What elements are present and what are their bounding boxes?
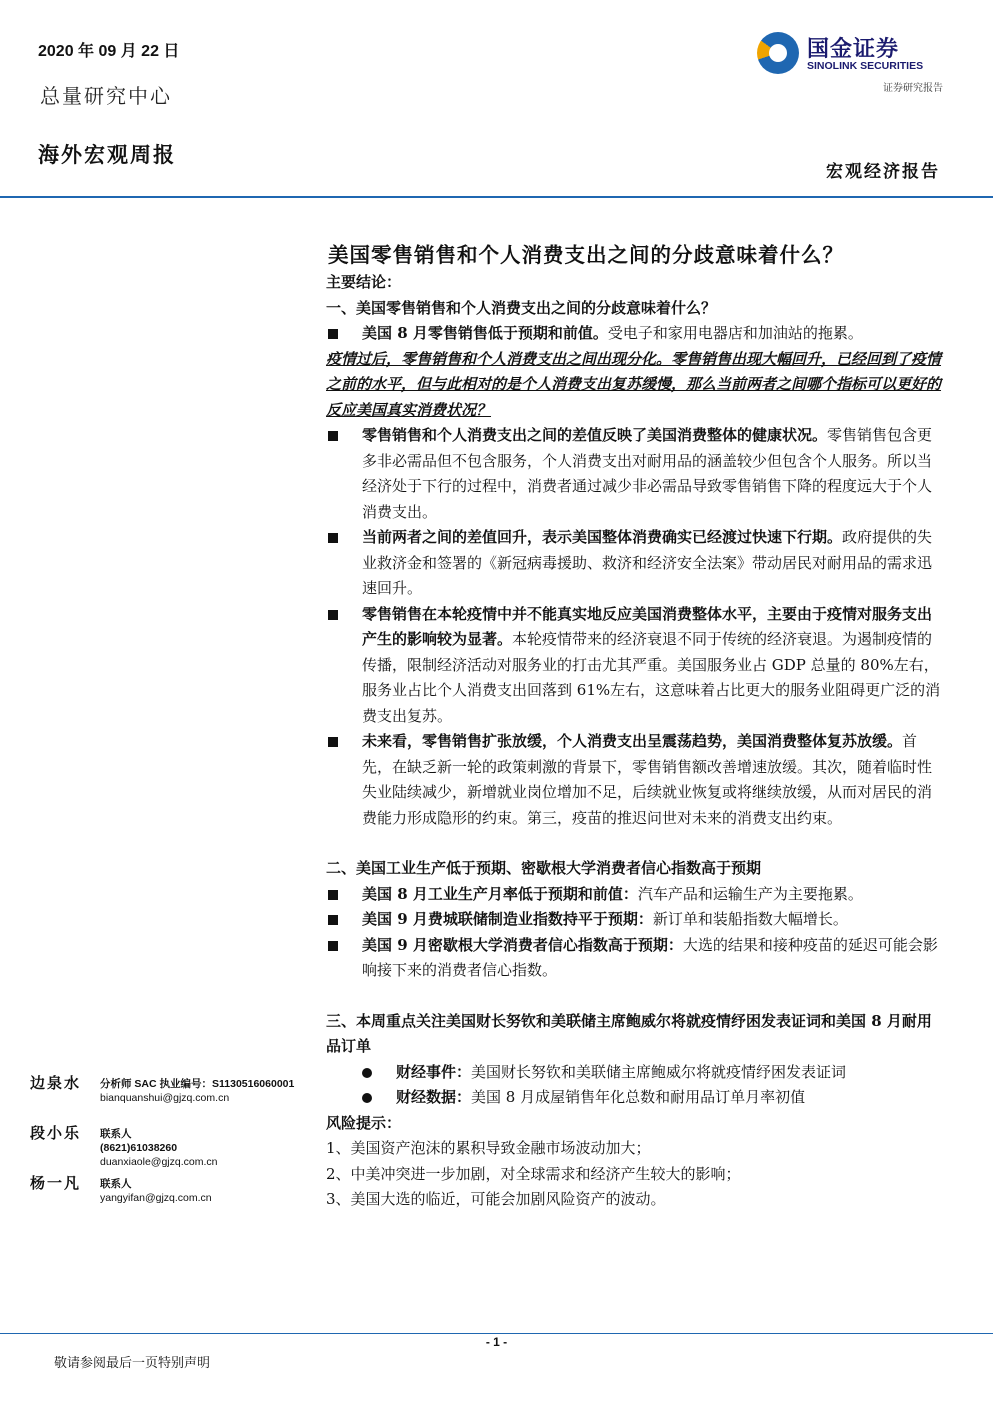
list-item [326,423,946,525]
author-email: yangyifan@gjzq.com.cn [100,1192,212,1204]
square-bullet-icon [328,941,338,951]
section-2-heading: 二、美国工业生产低于预期、密歇根大学消费者信心指数高于预期 [326,859,762,877]
author-info [100,1077,294,1105]
list-item [326,907,946,933]
author-name: 边泉水 [30,1074,82,1092]
list-item [326,1085,946,1111]
main-conclusions-label: 主要结论： [326,273,402,291]
square-bullet-icon [328,737,338,747]
bullet-text: 美国财长努钦和美联储主席鲍威尔将就疫情纾困发表证词 [471,1062,847,1081]
report-date: 2020 年 09 月 22 日 [38,43,180,60]
bullet-bold-text: 美国 8 月工业生产月率低于预期和前值： [362,884,638,903]
company-logo [757,30,947,78]
square-bullet-icon [328,329,338,339]
author-name: 段小乐 [30,1124,82,1142]
author-role: 联系人 [100,1178,132,1190]
bullet-bold-text: 美国 8 月零售销售低于预期和前值。 [362,324,608,342]
bullet-text: 政府提供的失业救济金和签署的《新冠病毒援助、救济和经济安全法案》带动居民对耐用品的需求迅速回升。 [362,528,933,597]
square-bullet-icon [328,533,338,543]
bullet-text: 首先，在缺乏新一轮的政策刺激的背景下，零售销售额改善增速放缓。其次，随着临时性失业陆续减少，新增就业岗位增加不足，后续就业恢复或将继续放缓，从而对居民的消费能力形成隐形的约束。第三，疫苗的推迟问世对未来的消费支出约束。 [362,732,933,827]
highlighted-question-text: 疫情过后，零售销售和个人消费支出之间出现分化。零售销售出现大幅回升，已经回到了疫情之前的水平，但与此相对的是个人消费支出复苏缓慢，那么当前两者之间哪个指标可以更好的反应美国真实消费状况？ [326,349,942,419]
risk-item: 1、美国资产泡沫的累积导致金融市场波动加大； [326,1139,651,1157]
report-title: 美国零售销售和个人消费支出之间的分歧意味着什么？ [328,243,844,267]
author-role: 分析师 SAC 执业编号：S1130516060001 [100,1078,295,1090]
bullet-bold-text: 零售销售在本轮疫情中并不能真实地反应美国消费整体水平，主要由于疫情对服务支出产生的影响较为显著。 [362,604,933,648]
author-email: bianquanshui@gjzq.com.cn [100,1092,230,1104]
list-item [326,321,946,347]
list-item [326,933,946,984]
list-item [326,882,946,908]
list-item [326,729,946,831]
square-bullet-icon [328,890,338,900]
square-bullet-icon [328,431,338,441]
bullet-text: 汽车产品和运输生产为主要拖累。 [637,884,863,903]
logo-mark-icon [757,32,799,74]
main-content [326,270,946,1213]
page-number: - 1 - [485,1335,508,1349]
round-bullet-icon [362,1093,372,1103]
header-divider [0,196,993,198]
square-bullet-icon [328,610,338,620]
logo-chinese-name: 国金证券 [807,36,900,61]
round-bullet-icon [362,1068,372,1078]
bullet-bold-text: 当前两者之间的差值回升，表示美国整体消费确实已经渡过快速下行期。 [362,528,843,546]
list-item [326,525,946,602]
author-email: duanxiaole@gjzq.com.cn [100,1156,218,1168]
bullet-text: 美国 8 月成屋销售年化总数和耐用品订单月率初值 [471,1088,806,1106]
bullet-text: 零售销售包含更多非必需品但不包含服务，个人消费支出对耐用品的涵盖较少但包含个人服务。所以当经济处于下行的过程中，消费者通过减少非必需品导致零售销售下降的程度远大于个人消费支出。 [362,426,933,521]
logo-english-name: SINOLINK SECURITIES [807,60,924,72]
report-type: 宏观经济报告 [826,162,940,182]
bullet-bold-text: 财经事件： [396,1062,472,1081]
bullet-bold-text: 美国 9 月密歇根大学消费者信心指数高于预期： [362,935,683,954]
list-item [326,602,946,730]
bullet-text: 本轮疫情带来的经济衰退不同于传统的经济衰退。为遏制疫情的传播，限制经济活动对服务业的打击尤其严重。美国服务业占 GDP 总量的 80%左右，服务业占比个人消费支出回落到 61%左右，这意味着占比更大的服务业阻碍更广泛的消费支出复苏。 [362,630,941,725]
bullet-text: 受电子和家用电器店和加油站的拖累。 [607,324,863,342]
list-item [326,1060,946,1086]
author-name: 杨一凡 [30,1174,82,1192]
section-1-heading: 一、美国零售销售和个人消费支出之间的分歧意味着什么？ [326,298,717,317]
bullet-bold-text: 零售销售和个人消费支出之间的差值反映了美国消费整体的健康状况。 [362,426,828,444]
risk-item: 2、中美冲突进一步加剧，对全球需求和经济产生较大的影响； [326,1164,741,1183]
bullet-bold-text: 美国 9 月费城联储制造业指数持平于预期： [362,910,653,928]
bullet-text: 大选的结果和接种疫苗的延迟可能会影响接下来的消费者信心指数。 [362,935,938,979]
bullet-bold-text: 未来看，零售销售扩张放缓，个人消费支出呈震荡趋势，美国消费整体复苏放缓。 [362,732,903,750]
bullet-bold-text: 财经数据： [396,1088,472,1106]
department-name: 总量研究中心 [40,84,172,108]
risk-heading: 风险提示： [326,1113,402,1132]
risk-item: 3、美国大选的临近，可能会加剧风险资产的波动。 [326,1190,666,1208]
highlighted-question [326,347,946,424]
author-info [100,1127,217,1169]
author-info [100,1177,212,1205]
author-phone: (8621)61038260 [100,1142,178,1154]
footer-divider [0,1333,993,1334]
logo-subtitle: 证券研究报告 [883,83,943,94]
report-series: 海外宏观周报 [38,142,176,167]
author-role: 联系人 [100,1128,132,1140]
square-bullet-icon [328,915,338,925]
footer-disclaimer: 敬请参阅最后一页特别声明 [54,1356,211,1371]
section-3-heading: 三、本周重点关注美国财长努钦和美联储主席鲍威尔将就疫情纾困发表证词和美国 8 月耐用品订单 [326,1011,932,1055]
bullet-text: 新订单和装船指数大幅增长。 [652,910,848,928]
